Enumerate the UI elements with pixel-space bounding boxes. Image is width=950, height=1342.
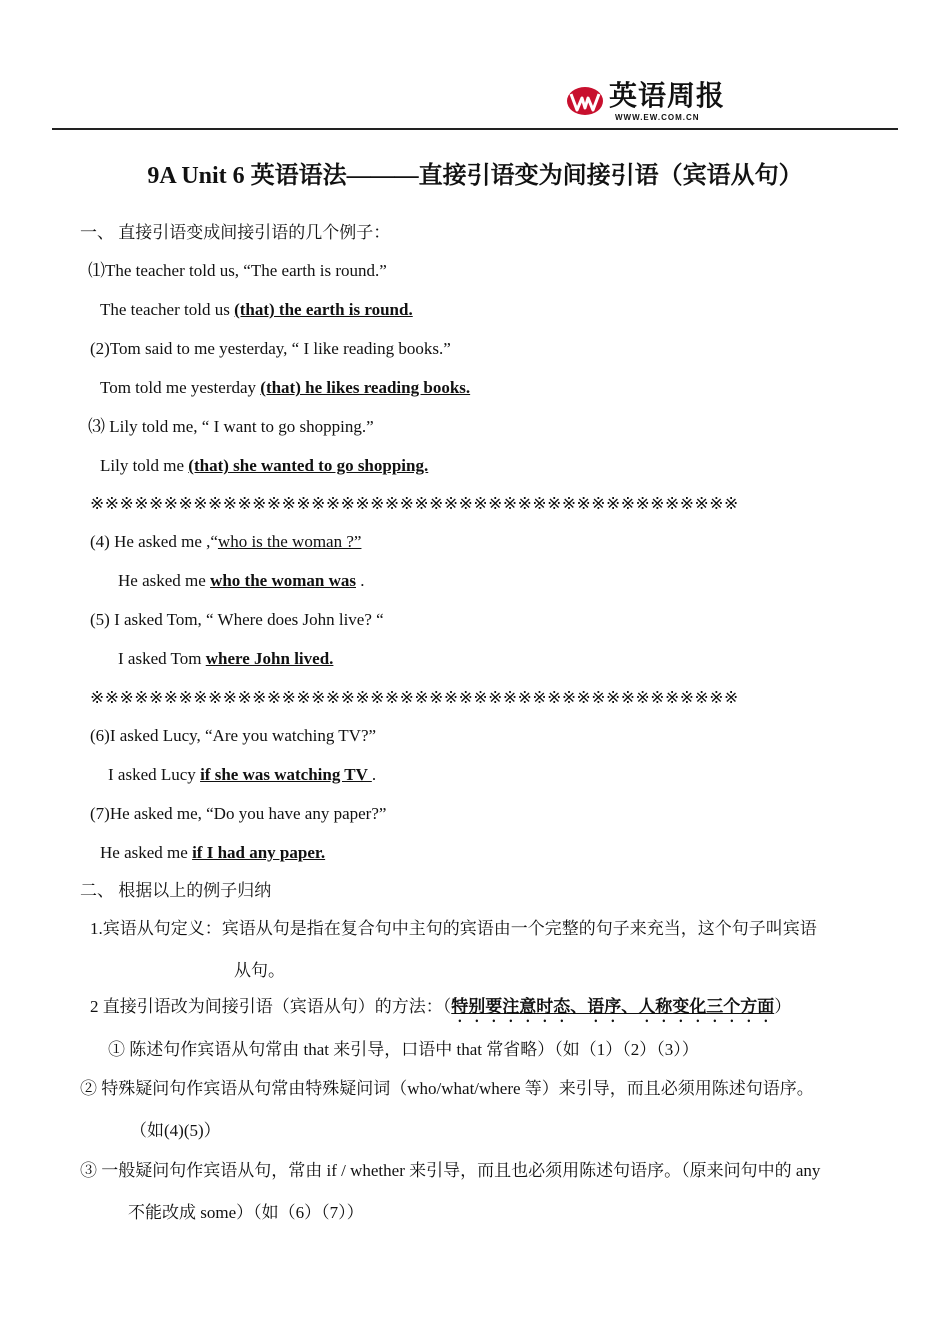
rule-1: ① 陈述句作宾语从句常由 that 来引导，口语中 that 常省略）（如（1）（2）（3）） xyxy=(108,1040,699,1059)
example7-indirect-prefix: He asked me xyxy=(100,843,193,862)
rule-3-line-1: ③ 一般疑问句作宾语从句，常由 if / whether 来引导，而且也必须用陈述句语序。（原来问句中的 any xyxy=(80,1161,821,1180)
example6-indirect-prefix: I asked Lucy xyxy=(108,765,201,784)
example2-direct: (2)Tom said to me yesterday, “ I like reading books.” xyxy=(90,339,451,358)
example2-indirect-clause: (that) he likes reading books. xyxy=(260,378,471,397)
example4-indirect-suffix: . xyxy=(356,571,365,590)
method-heading xyxy=(90,996,791,1026)
method-suffix: ） xyxy=(774,997,792,1016)
rule-3-line-2: 不能改成 some）（如（6）（7）） xyxy=(128,1203,364,1222)
definition-line-1: 1.宾语从句定义：宾语从句是指在复合句中主句的宾语由一个完整的句子来充当，这个句子叫宾语 xyxy=(90,919,817,938)
example3-indirect-clause: (that) she wanted to go shopping. xyxy=(188,456,429,475)
method-emphasis: 特别要注意时态、语序、人称变化三个方面 xyxy=(451,997,775,1016)
page-title: 9A Unit 6 英语语法———直接引语变为间接引语（宾语从句） xyxy=(147,163,803,189)
example5-indirect-prefix: I asked Tom xyxy=(118,649,206,668)
example7-indirect xyxy=(100,842,325,864)
example6-indirect-clause: if she was watching TV xyxy=(200,765,372,784)
rule-2-line-2: （如(4)(5)） xyxy=(130,1121,221,1140)
example4-indirect-clause: who the woman was xyxy=(210,571,356,590)
logo-chinese-text: 英语周报 xyxy=(609,79,726,112)
header-divider xyxy=(52,128,898,130)
separator-stars-2: ※※※※※※※※※※※※※※※※※※※※※※※※※※※※※※※※※※※※※※※※※※※※ xyxy=(90,688,739,707)
example6-indirect-suffix: . xyxy=(371,765,377,784)
example7-direct: (7)He asked me, “Do you have any paper?” xyxy=(90,804,387,823)
ew-logo-icon xyxy=(565,84,605,118)
example6-indirect xyxy=(108,764,376,786)
logo-url-text: WWW.EW.COM.CN xyxy=(615,113,700,122)
section1-heading: 一、 直接引语变成间接引语的几个例子： xyxy=(80,223,391,242)
example2-indirect xyxy=(100,377,470,399)
newspaper-logo xyxy=(565,80,725,124)
section2-heading: 二、 根据以上的例子归纳 xyxy=(80,881,272,900)
example4-direct-question: who is the woman ?” xyxy=(217,532,362,551)
rule-2-line-1: ② 特殊疑问句作宾语从句常由特殊疑问词（who/what/where 等）来引导，而且必须用陈述句语序。 xyxy=(80,1079,814,1098)
example5-direct: (5) I asked Tom, “ Where does John live? “ xyxy=(90,610,384,629)
example5-indirect xyxy=(118,648,333,670)
example1-indirect-clause: (that) the earth is round. xyxy=(234,300,413,319)
example4-direct xyxy=(90,531,361,553)
example4-indirect-prefix: He asked me xyxy=(118,571,211,590)
example7-indirect-clause: if I had any paper. xyxy=(192,843,326,862)
example4-indirect xyxy=(118,570,365,592)
example1-indirect xyxy=(100,299,413,321)
example2-indirect-prefix: Tom told me yesterday xyxy=(100,378,261,397)
example3-direct: ⑶ Lily told me, “ I want to go shopping.” xyxy=(88,417,374,436)
definition-line-2: 从句。 xyxy=(234,961,285,980)
example4-direct-prefix: (4) He asked me ,“ xyxy=(90,532,218,551)
method-prefix: 2 直接引语改为间接引语（宾语从句）的方法：（ xyxy=(90,997,452,1016)
example1-direct: ⑴The teacher told us, “The earth is round.” xyxy=(88,261,387,280)
example3-indirect-prefix: Lily told me xyxy=(100,456,189,475)
example1-indirect-prefix: The teacher told us xyxy=(100,300,235,319)
example6-direct: (6)I asked Lucy, “Are you watching TV?” xyxy=(90,726,377,745)
separator-stars-1: ※※※※※※※※※※※※※※※※※※※※※※※※※※※※※※※※※※※※※※※※※※※※ xyxy=(90,494,739,513)
example3-indirect xyxy=(100,455,428,477)
example5-indirect-clause: where John lived. xyxy=(205,649,334,668)
